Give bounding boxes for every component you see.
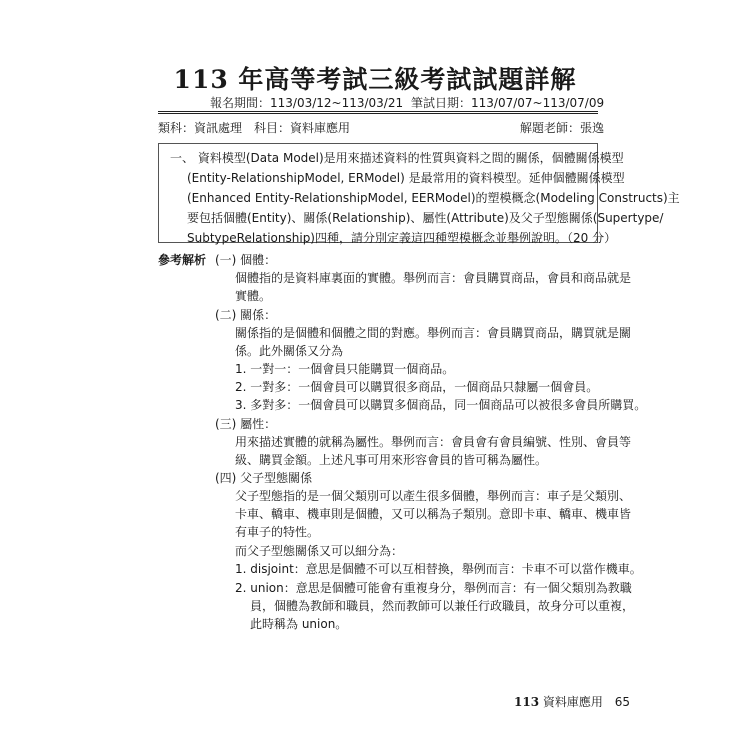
section-heading: (一) 個體： <box>215 253 277 267</box>
footer-course-name: 資料庫應用 <box>542 695 603 709</box>
teacher-name: 解題老師：張逸 <box>520 121 605 135</box>
answer-label: 參考解析 <box>158 253 207 267</box>
section-heading: (二) 關係： <box>215 308 277 322</box>
question-line: (Entity-RelationshipModel, ERModel) 是最常用的資料模型。延伸個體關係模型 <box>187 171 625 185</box>
section-heading: (三) 屬性： <box>215 417 277 431</box>
footer-course-number: 113 <box>514 695 540 709</box>
paragraph-line: 而父子型態關係又可以細分為： <box>235 544 404 558</box>
paragraph-line: 係。此外關係又分為 <box>235 344 344 358</box>
section-heading: (四) 父子型態關係 <box>215 471 313 485</box>
paragraph-line: 用來描述實體的就稱為屬性。舉例而言：會員會有會員編號、性別、會員等 <box>235 435 632 449</box>
paragraph-line: 級、購買金額。上述凡事可用來形容會員的皆可稱為屬性。 <box>235 453 548 467</box>
page-title: 113 年高等考試三級考試試題詳解 <box>173 65 577 94</box>
list-item: 2. union：意思是個體可能會有重複身分，舉例而言：有一個父類別為教職 <box>235 581 632 595</box>
subject-category: 類科：資訊處理 科目：資料庫應用 <box>158 121 351 135</box>
question-line: SubtypeRelationship)四種，請分別定義這四種塑模概念並舉例說明。（20 分） <box>187 231 617 245</box>
paragraph-line: 卡車、轎車、機車則是個體，又可以稱為子類別。意即卡車、轎車、機車皆 <box>235 507 632 521</box>
list-item: 1. disjoint：意思是個體不可以互相替換，舉例而言：卡車不可以當作機車。 <box>235 562 642 576</box>
header-divider-bottom <box>158 113 598 114</box>
paragraph-line: 實體。 <box>235 289 272 303</box>
registration-period: 報名期間：113/03/12~113/03/21 <box>210 96 404 110</box>
page-number: 65 <box>614 695 631 709</box>
question-line: 一、 資料模型(Data Model)是用來描述資料的性質與資料之間的關係，個體關係模型 <box>170 151 624 165</box>
paragraph-line: 有車子的特性。 <box>235 525 320 539</box>
question-line: 要包括個體(Entity)、關係(Relationship)、屬性(Attribute)及父子型態關係(Supertype/ <box>187 211 664 225</box>
paragraph-line: 父子型態指的是一個父類別可以產生很多個體，舉例而言：車子是父類別、 <box>235 489 632 503</box>
header-divider-top <box>158 111 598 112</box>
paragraph-line: 個體指的是資料庫裏面的實體。舉例而言：會員購買商品，會員和商品就是 <box>235 271 632 285</box>
list-item: 1. 一對一：一個會員只能購買一個商品。 <box>235 362 455 376</box>
paragraph-line: 關係指的是個體和個體之間的對應。舉例而言：會員購買商品，購買就是關 <box>235 326 632 340</box>
page-footer <box>514 693 630 710</box>
list-item: 2. 一對多：一個會員可以購買很多商品，一個商品只隸屬一個會員。 <box>235 380 599 394</box>
question-line: (Enhanced Entity-RelationshipModel, EERModel)的塑模概念(Modeling Constructs)主 <box>187 191 680 205</box>
list-item: 3. 多對多：一個會員可以購買多個商品，同一個商品可以被很多會員所購買。 <box>235 398 647 412</box>
list-item-continuation: 員，個體為教師和職員，然而教師可以兼任行政職員，故身分可以重複， <box>250 599 635 613</box>
list-item-continuation: 此時稱為 union。 <box>250 617 348 631</box>
exam-date: 筆試日期：113/07/07~113/07/09 <box>411 96 605 110</box>
